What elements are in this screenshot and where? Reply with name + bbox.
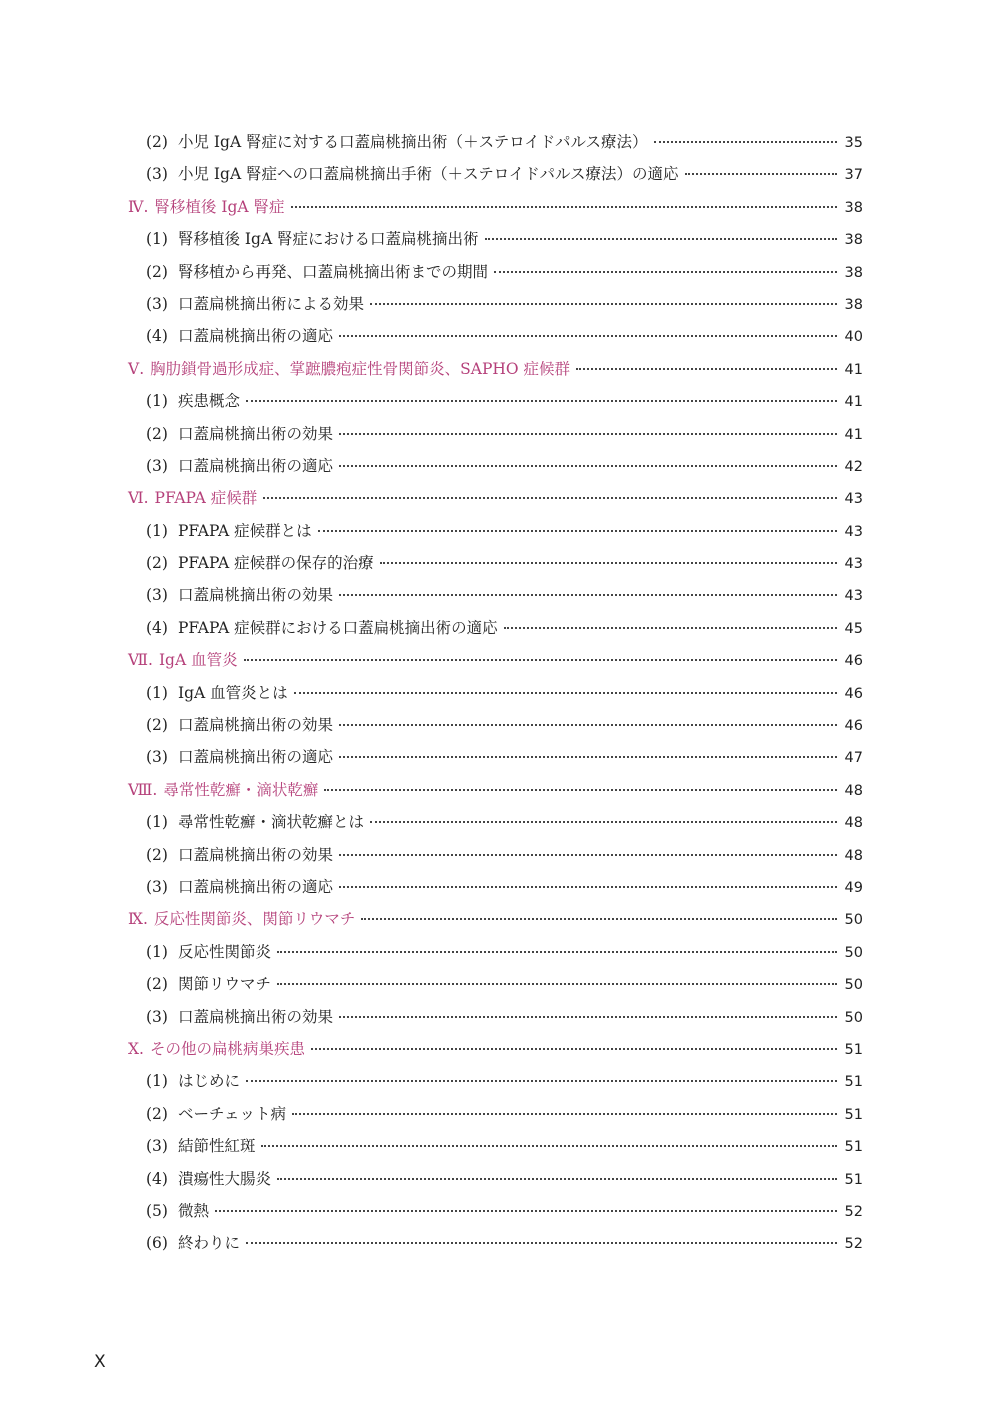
toc-page-number: 50: [844, 977, 863, 994]
toc-entry-title: 潰瘍性大腸炎: [177, 1169, 271, 1188]
toc-entry-title: PFAPA 症候群の保存的治療: [177, 554, 374, 573]
toc-page-number: 48: [844, 847, 863, 864]
toc-entry-number: (2): [146, 554, 168, 573]
dot-leader: [339, 465, 837, 467]
dot-leader: [324, 789, 837, 791]
toc-section-heading[interactable]: [128, 903, 863, 935]
dot-leader: [654, 141, 837, 143]
toc-entry[interactable]: [128, 1098, 863, 1130]
dot-leader: [370, 303, 837, 305]
toc-entry-number: (1): [146, 942, 168, 961]
toc-page-number: 51: [844, 1139, 863, 1156]
dot-leader: [261, 1145, 837, 1147]
toc-page-number: 52: [844, 1203, 863, 1220]
toc-entry-title: 小児 IgA 腎症への口蓋扁桃摘出手術（＋ステロイドパルス療法）の適応: [177, 165, 679, 184]
toc-entry-title: 口蓋扁桃摘出術の適応: [177, 456, 333, 475]
toc-entry-number: (3): [146, 748, 168, 767]
toc-entry-title: 口蓋扁桃摘出術の効果: [177, 716, 333, 735]
toc-entry-number: (1): [146, 683, 168, 702]
toc-entry[interactable]: [128, 223, 863, 255]
toc-entry-number: Ⅶ.: [128, 651, 153, 670]
toc-entry-title: IgA 血管炎: [158, 651, 238, 670]
dot-leader: [339, 886, 837, 888]
toc-entry-number: (3): [146, 165, 168, 184]
toc-entry-number: Ⅳ.: [128, 197, 149, 216]
toc-entry[interactable]: [128, 547, 863, 579]
toc-page-number: 49: [844, 879, 863, 896]
dot-leader: [294, 692, 837, 694]
toc-entry[interactable]: [128, 256, 863, 288]
toc-page-number: 51: [844, 1171, 863, 1188]
toc-section-heading[interactable]: [128, 644, 863, 676]
toc-entry[interactable]: [128, 709, 863, 741]
toc-page-number: 38: [844, 264, 863, 281]
toc-entry-number: (4): [146, 618, 168, 637]
page-folio: X: [94, 1352, 106, 1372]
toc-entry-number: (1): [146, 813, 168, 832]
toc-entry-number: (1): [146, 521, 168, 540]
toc-page-number: 51: [844, 1106, 863, 1123]
toc-entry[interactable]: [128, 579, 863, 611]
toc-entry[interactable]: [128, 936, 863, 968]
dot-leader: [339, 724, 837, 726]
toc-page-number: 41: [844, 394, 863, 411]
dot-leader: [263, 497, 837, 499]
toc-entry[interactable]: [128, 839, 863, 871]
toc-entry-title: 口蓋扁桃摘出術の適応: [177, 748, 333, 767]
toc-page-number: 38: [844, 296, 863, 313]
toc-entry[interactable]: [128, 320, 863, 352]
toc-entry[interactable]: [128, 1163, 863, 1195]
toc-entry-title: 胸肋鎖骨過形成症、掌蹠膿疱症性骨関節炎、SAPHO 症候群: [150, 359, 571, 378]
toc-entry-number: (5): [146, 1201, 168, 1220]
dot-leader: [277, 983, 837, 985]
toc-page-number: 52: [844, 1236, 863, 1253]
toc-entry-number: (3): [146, 1007, 168, 1026]
toc-entry-title: 尋常性乾癬・滴状乾癬とは: [177, 813, 364, 832]
toc-entry-number: (1): [146, 1072, 168, 1091]
dot-leader: [246, 400, 837, 402]
toc-entry-number: Ⅹ.: [128, 1039, 144, 1058]
toc-entry[interactable]: [128, 1195, 863, 1227]
toc-entry-number: Ⅸ.: [128, 910, 148, 929]
dot-leader: [339, 594, 837, 596]
toc-entry-title: 小児 IgA 腎症に対する口蓋扁桃摘出術（＋ステロイドパルス療法）: [177, 133, 648, 151]
dot-leader: [291, 206, 837, 208]
toc-entry-number: (3): [146, 586, 168, 605]
toc-entry[interactable]: [128, 385, 863, 417]
toc-entry-number: (2): [146, 424, 168, 443]
toc-entry-number: (2): [146, 975, 168, 994]
dot-leader: [277, 1178, 837, 1180]
toc-entry-title: 腎移植後 IgA 腎症: [154, 197, 285, 216]
toc-entry-title: 口蓋扁桃摘出術の効果: [177, 1007, 333, 1026]
toc-entry-number: (6): [146, 1234, 168, 1253]
toc-page-number: 50: [844, 1009, 863, 1026]
toc-entry-title: その他の扁桃病巣疾患: [149, 1039, 305, 1058]
toc-entry-title: 終わりに: [177, 1234, 240, 1253]
toc-entry-number: (4): [146, 327, 168, 346]
dot-leader: [246, 1242, 837, 1244]
dot-leader: [311, 1048, 837, 1050]
toc-entry[interactable]: [128, 450, 863, 482]
dot-leader: [246, 1080, 837, 1082]
toc-entry-number: Ⅷ.: [128, 780, 158, 799]
toc-entry[interactable]: [128, 1065, 863, 1097]
dot-leader: [339, 756, 837, 758]
dot-leader: [576, 368, 837, 370]
toc-section-heading[interactable]: [128, 1033, 863, 1065]
toc-entry-title: 口蓋扁桃摘出術の適応: [177, 327, 333, 346]
dot-leader: [318, 530, 837, 532]
toc-entry-number: (2): [146, 1104, 168, 1123]
toc-entry-title: 結節性紅斑: [177, 1137, 256, 1156]
toc-entry-number: (1): [146, 230, 168, 249]
toc-page-number: 43: [844, 523, 863, 540]
toc-entry-title: PFAPA 症候群: [154, 489, 258, 508]
toc-page-number: 43: [844, 588, 863, 605]
toc-page-number: 50: [844, 912, 863, 929]
dot-leader: [380, 562, 837, 564]
dot-leader: [361, 918, 837, 920]
toc-page-number: 35: [844, 135, 863, 151]
toc-page-number: 51: [844, 1041, 863, 1058]
toc-entry[interactable]: [128, 288, 863, 320]
toc-entry-title: 反応性関節炎: [177, 942, 271, 961]
toc-page-number: 43: [844, 491, 863, 508]
dot-leader: [277, 951, 837, 953]
toc-page-number: 48: [844, 815, 863, 832]
dot-leader: [370, 821, 837, 823]
toc-entry-title: ベーチェット病: [177, 1104, 287, 1123]
toc-entry-title: はじめに: [177, 1072, 240, 1091]
toc-entry-title: 腎移植から再発、口蓋扁桃摘出術までの期間: [177, 262, 488, 281]
toc-entry-title: 腎移植後 IgA 腎症における口蓋扁桃摘出術: [177, 230, 479, 249]
toc-entry[interactable]: [128, 1130, 863, 1162]
toc-entry-title: 微熱: [177, 1201, 209, 1220]
dot-leader: [685, 173, 837, 175]
toc-page-number: 43: [844, 556, 863, 573]
toc-entry[interactable]: [128, 1001, 863, 1033]
toc-entry[interactable]: [128, 126, 863, 158]
toc-entry-number: (2): [146, 845, 168, 864]
toc-page-number: 46: [844, 653, 863, 670]
toc-page-number: 48: [844, 782, 863, 799]
dot-leader: [244, 659, 837, 661]
toc-entry[interactable]: [128, 871, 863, 903]
toc-entry-title: IgA 血管炎とは: [177, 683, 288, 702]
toc-entry-number: (3): [146, 294, 168, 313]
toc-page-number: 46: [844, 685, 863, 702]
table-of-contents: [128, 126, 863, 1260]
toc-entry-number: (2): [146, 133, 168, 151]
toc-entry[interactable]: [128, 741, 863, 773]
toc-entry-number: (4): [146, 1169, 168, 1188]
dot-leader: [504, 627, 837, 629]
toc-entry[interactable]: [128, 515, 863, 547]
toc-section-heading[interactable]: [128, 774, 863, 806]
dot-leader: [339, 335, 837, 337]
toc-entry[interactable]: [128, 612, 863, 644]
toc-entry[interactable]: [128, 1227, 863, 1259]
toc-entry-number: (3): [146, 877, 168, 896]
toc-entry-number: (3): [146, 456, 168, 475]
toc-page-number: 50: [844, 944, 863, 961]
toc-entry-title: 反応性関節炎、関節リウマチ: [153, 910, 356, 929]
toc-page-number: 38: [844, 199, 863, 216]
toc-entry-number: Ⅵ.: [128, 489, 149, 508]
toc-page-number: 45: [844, 620, 863, 637]
toc-entry[interactable]: [128, 968, 863, 1000]
dot-leader: [339, 433, 837, 435]
toc-entry-number: (3): [146, 1137, 168, 1156]
toc-entry-title: 関節リウマチ: [177, 975, 271, 994]
toc-entry-number: Ⅴ.: [128, 359, 145, 378]
toc-entry[interactable]: [128, 158, 863, 190]
toc-entry-number: (1): [146, 392, 168, 411]
toc-entry-title: 口蓋扁桃摘出術の効果: [177, 424, 333, 443]
dot-leader: [494, 271, 837, 273]
toc-entry[interactable]: [128, 677, 863, 709]
toc-page-number: 40: [844, 329, 863, 346]
toc-section-heading[interactable]: [128, 353, 863, 385]
dot-leader: [292, 1113, 837, 1115]
toc-entry-title: 口蓋扁桃摘出術の効果: [177, 586, 333, 605]
toc-page-number: 41: [844, 361, 863, 378]
toc-entry-title: PFAPA 症候群における口蓋扁桃摘出術の適応: [177, 618, 498, 637]
dot-leader: [339, 854, 837, 856]
dot-leader: [339, 1016, 837, 1018]
toc-entry-number: (2): [146, 716, 168, 735]
toc-entry[interactable]: [128, 806, 863, 838]
dot-leader: [485, 238, 837, 240]
toc-entry-title: 口蓋扁桃摘出術による効果: [177, 294, 364, 313]
toc-page-number: 42: [844, 458, 863, 475]
toc-page-number: 41: [844, 426, 863, 443]
dot-leader: [215, 1210, 837, 1212]
toc-section-heading[interactable]: [128, 482, 863, 514]
toc-page-number: 37: [844, 167, 863, 184]
toc-entry-number: (2): [146, 262, 168, 281]
toc-section-heading[interactable]: [128, 191, 863, 223]
toc-entry[interactable]: [128, 418, 863, 450]
toc-entry-title: PFAPA 症候群とは: [177, 521, 312, 540]
toc-page-number: 47: [844, 750, 863, 767]
toc-entry-title: 口蓋扁桃摘出術の適応: [177, 877, 333, 896]
toc-entry-title: 疾患概念: [177, 392, 240, 411]
toc-page-number: 51: [844, 1074, 863, 1091]
toc-entry-title: 尋常性乾癬・滴状乾癬: [163, 780, 319, 799]
toc-page-number: 46: [844, 718, 863, 735]
toc-entry-title: 口蓋扁桃摘出術の効果: [177, 845, 333, 864]
toc-page-number: 38: [844, 232, 863, 249]
